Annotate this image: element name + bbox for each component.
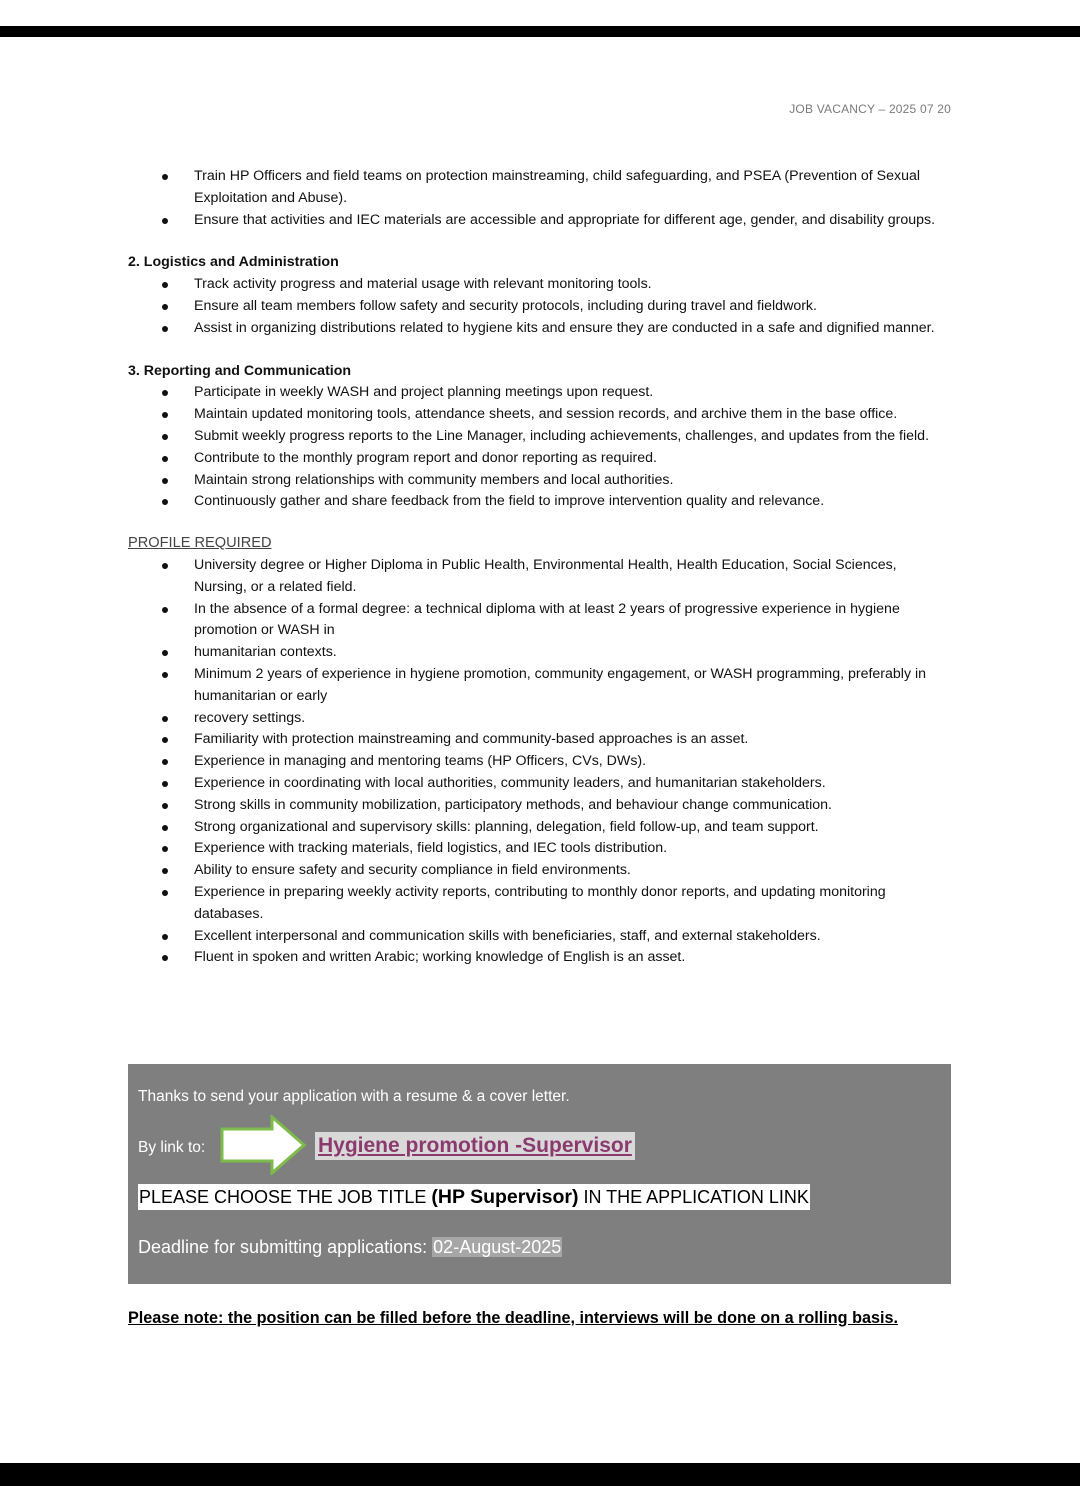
- right-arrow-icon: [220, 1115, 306, 1175]
- bottom-border-bar: [0, 1463, 1080, 1486]
- choose-job-title-instruction: [138, 1184, 810, 1210]
- list-item: Experience in preparing weekly activity reports, contributing to monthly donor reports, and updating monitoring databases.: [128, 882, 951, 926]
- profile-required-title: PROFILE REQUIRED: [128, 535, 272, 552]
- list-item: Experience with tracking materials, field logistics, and IEC tools distribution.: [128, 838, 951, 860]
- list-item: Continuously gather and share feedback from the field to improve intervention quality and relevance.: [128, 491, 951, 513]
- list-item: humanitarian contexts.: [128, 642, 951, 664]
- job-title-code: (HP Supervisor): [431, 1186, 579, 1208]
- application-thanks-text: Thanks to send your application with a resume & a cover letter.: [138, 1088, 570, 1105]
- list-item: Participate in weekly WASH and project planning meetings upon request.: [128, 382, 951, 404]
- list-item: recovery settings.: [128, 708, 951, 730]
- application-instructions-box: [128, 1064, 951, 1284]
- list-item: Experience in coordinating with local authorities, community leaders, and humanitarian stakeholders.: [128, 773, 951, 795]
- list-item: Ability to ensure safety and security compliance in field environments.: [128, 860, 951, 882]
- list-item: Strong skills in community mobilization, participatory methods, and behaviour change communication.: [128, 795, 951, 817]
- list-item: Submit weekly progress reports to the Line Manager, including achievements, challenges, and updates from the field.: [128, 426, 951, 448]
- logistics-bullet-list: [128, 274, 951, 339]
- list-item: In the absence of a formal degree: a technical diploma with at least 2 years of progressive experience in hygiene promotion or WASH in: [128, 599, 951, 643]
- top-border-bar: [0, 26, 1080, 37]
- profile-bullet-list: [128, 555, 951, 969]
- list-item: Experience in managing and mentoring teams (HP Officers, CVs, DWs).: [128, 751, 951, 773]
- choose-suffix-text: IN THE APPLICATION LINK: [578, 1187, 809, 1207]
- deadline-date: 02-August-2025: [433, 1237, 562, 1257]
- list-item: Excellent interpersonal and communication skills with beneficiaries, staff, and external stakeholders.: [128, 926, 951, 948]
- list-item: Maintain strong relationships with community members and local authorities.: [128, 470, 951, 492]
- list-item: Maintain updated monitoring tools, attendance sheets, and session records, and archive them in the base office.: [128, 404, 951, 426]
- list-item: Ensure all team members follow safety and security protocols, including during travel and fieldwork.: [128, 296, 951, 318]
- deadline-line: [138, 1237, 562, 1258]
- list-item: Ensure that activities and IEC materials are accessible and appropriate for different age, gender, and disability groups.: [128, 210, 951, 232]
- list-item: Assist in organizing distributions related to hygiene kits and ensure they are conducted in a safe and dignified manner.: [128, 318, 951, 340]
- section-title-logistics: 2. Logistics and Administration: [128, 254, 339, 271]
- rolling-basis-note: Please note: the position can be filled before the deadline, interviews will be done on a rolling basis.: [128, 1309, 898, 1327]
- job-application-link[interactable]: Hygiene promotion -Supervisor: [315, 1132, 635, 1160]
- list-item: Track activity progress and material usage with relevant monitoring tools.: [128, 274, 951, 296]
- list-item: Strong organizational and supervisory skills: planning, delegation, field follow-up, and team support.: [128, 817, 951, 839]
- list-item: Minimum 2 years of experience in hygiene promotion, community engagement, or WASH programming, preferably in humanitarian or early: [128, 664, 951, 708]
- document-header-label: JOB VACANCY – 2025 07 20: [789, 102, 951, 116]
- by-link-label: By link to:: [138, 1139, 206, 1156]
- list-item: Fluent in spoken and written Arabic; working knowledge of English is an asset.: [128, 947, 951, 969]
- list-item: University degree or Higher Diploma in Public Health, Environmental Health, Health Education, Social Sciences, Nursing, or a related field.: [128, 555, 951, 599]
- document-body: [128, 166, 951, 969]
- list-item: Train HP Officers and field teams on protection mainstreaming, child safeguarding, and PSEA (Prevention of Sexual Exploitation and Abuse).: [128, 166, 951, 210]
- deadline-label: Deadline for submitting applications:: [138, 1237, 433, 1257]
- reporting-bullet-list: [128, 382, 951, 513]
- list-item: Contribute to the monthly program report and donor reporting as required.: [128, 448, 951, 470]
- choose-prefix-text: PLEASE CHOOSE THE JOB TITLE: [139, 1187, 432, 1207]
- list-item: Familiarity with protection mainstreaming and community-based approaches is an asset.: [128, 729, 951, 751]
- section-title-reporting: 3. Reporting and Communication: [128, 362, 352, 379]
- intro-bullet-list: [128, 166, 951, 231]
